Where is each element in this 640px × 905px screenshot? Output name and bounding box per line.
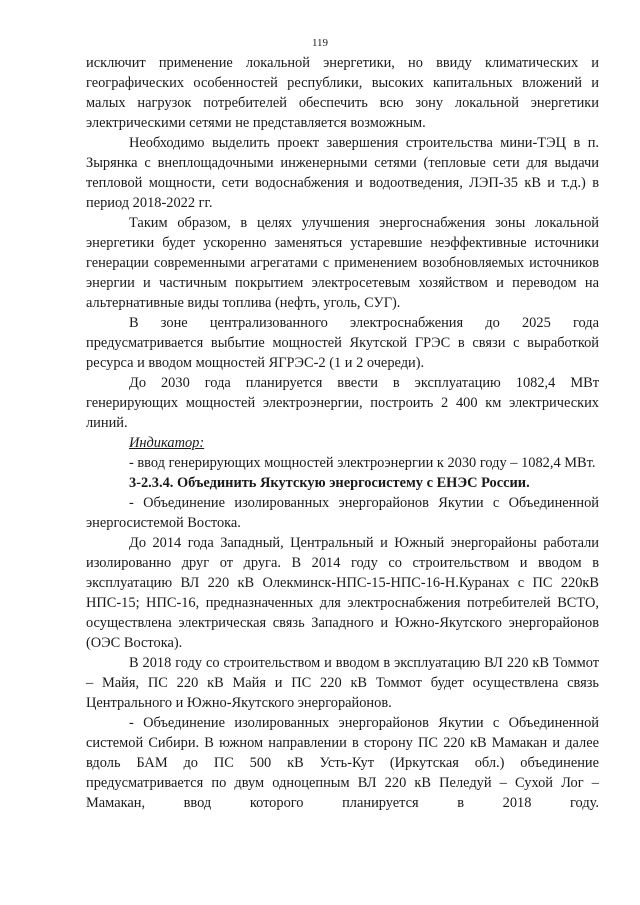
paragraph-energy-supply: Таким образом, в целях улучшения энергоснабжения зоны локальной энергетики будет ускоренно заменяться устаревшие неэффективные источники генерации современными агрегатами с применением возобновляемых источников энергии и частичным покрытием электросетевым хозяйством и переводом на альтернативные виды топлива (нефть, уголь, СУГ). [86,215,599,311]
indicator-label-text: Индикатор: [129,435,205,451]
section-heading: 3-2.3.4. Объединить Якутскую энергосистему с ЕНЭС России. [129,475,530,491]
paragraph-2014-history: До 2014 года Западный, Центральный и Южный энергорайоны работали изолированно друг от друга. В 2014 году со строительством и вводом в эксплуатацию ВЛ 220 кВ Олекминск-НПС-15-НПС-16-Н.Куранах с ПС 220кВ НПС-15; НПС-16, предназначенных для электроснабжения потребителей ВСТО, осуществлена электрическая связь Западного и Южно-Якутского энергорайонов (ОЭС Востока). [86,535,599,651]
indicator-text: - ввод генерирующих мощностей электроэнергии к 2030 году – 1082,4 МВт. [129,455,596,471]
paragraph-mini-chp: Необходимо выделить проект завершения строительства мини-ТЭЦ в п. Зырянка с внеплощадочными инженерными сетями (тепловые сети для выдачи тепловой мощности, сети водоснабжения и водоотведения, ЛЭП-35 кВ и т.д.) в период 2018-2022 гг. [86,135,599,211]
paragraph-centralized-supply: В зоне централизованного электроснабжения до 2025 года предусматривается выбытие мощностей Якутской ГРЭС в связи с выработкой ресурса и вводом мощностей ЯГРЭС-2 (1 и 2 очереди). [86,315,599,371]
indicator-label [86,433,599,453]
page-number: 119 [311,37,329,49]
paragraph-east-integration: - Объединение изолированных энергорайонов Якутии с Объединенной энергосистемой Востока. [86,495,599,531]
paragraph-siberia-integration: - Объединение изолированных энергорайонов Якутии с Объединенной системой Сибири. В южном направлении в сторону ПС 220 кВ Мамакан и далее вдоль БАМ до ПС 500 кВ Усть-Кут (Иркутская обл.) объединение предусматривается по двум одноцепным ВЛ 220 кВ Пеледуй – Сухой Лог – Мамакан, ввод которого планируется в 2018 году. [86,715,599,811]
paragraph-2018-link: В 2018 году со строительством и вводом в эксплуатацию ВЛ 220 кВ Томмот – Майя, ПС 220 кВ Майя и ПС 220 кВ Томмот будет осуществлена связь Центрального и Южно-Якутского энергорайонов. [86,655,599,711]
page-body [86,53,599,813]
paragraph-2030-plan: До 2030 года планируется ввести в эксплуатацию 1082,4 МВт генерирующих мощностей электроэнергии, построить 2 400 км электрических линий. [86,375,599,431]
paragraph-local-energy: исключит применение локальной энергетики, но ввиду климатических и географических особенностей республики, высоких капитальных вложений и малых нагрузок потребителей обеспечить всю зону локальной энергетики электрическими сетями не представляется возможным. [86,55,599,131]
